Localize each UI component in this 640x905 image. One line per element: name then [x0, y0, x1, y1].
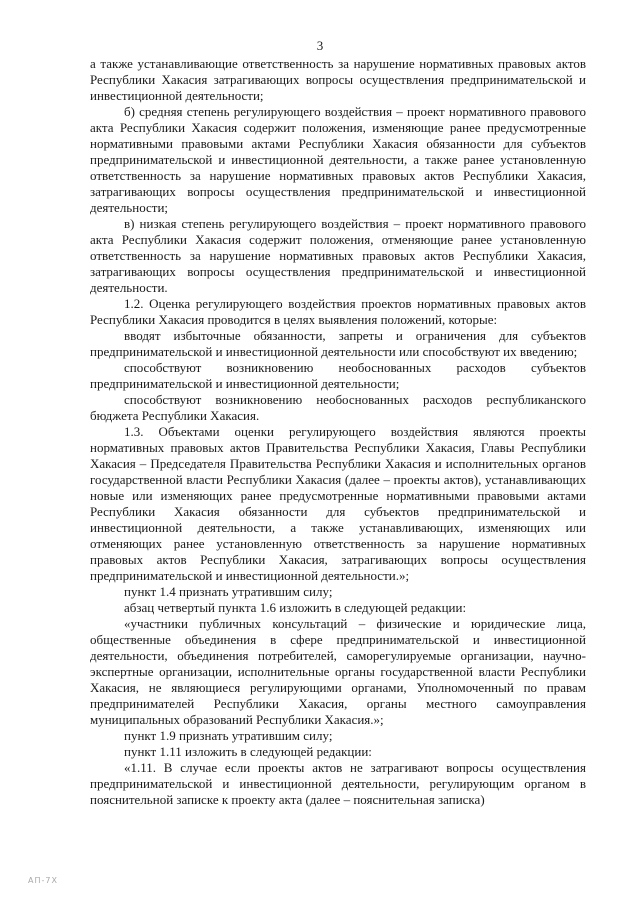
paragraph: «участники публичных консультаций – физические и юридические лица, общественные объединения в сфере предпринимательской и инвестиционной деятельности, объединения потребителей, саморегулируемые организации, научно-экспертные организации, исполнительные органы государственной власти Республики Хакасия, не являющиеся регулирующими органами, Уполномоченный по правам предпринимателей Республики Хакасия, органы местного самоуправления муниципальных образований Республики Хакасия.»;	[90, 616, 586, 727]
paragraph: способствуют возникновению необоснованных расходов республиканского бюджета Республики Хакасия.	[90, 392, 586, 423]
paragraph: а также устанавливающие ответственность за нарушение нормативных правовых актов Республики Хакасия затрагивающих вопросы осуществления предпринимательской и инвестиционной деятельности;	[90, 56, 586, 103]
paragraph: способствуют возникновению необоснованных расходов субъектов предпринимательской и инвестиционной деятельности;	[90, 360, 586, 391]
paragraph: пункт 1.11 изложить в следующей редакции:	[124, 744, 372, 759]
paragraph: абзац четвертый пункта 1.6 изложить в следующей редакции:	[124, 600, 467, 615]
footer-code: АП-7Х	[28, 876, 58, 885]
paragraph: пункт 1.4 признать утратившим силу;	[124, 584, 333, 599]
paragraph: в) низкая степень регулирующего воздействия – проект нормативного правового акта Республики Хакасия содержит положения, отменяющие ранее установленную ответственность за нарушение нормативных правовых актов Республики Хакасия, затрагивающих вопросы осуществления предпринимательской и инвестиционной деятельности.	[90, 216, 586, 295]
document-body	[90, 56, 586, 808]
paragraph: б) средняя степень регулирующего воздействия – проект нормативного правового акта Республики Хакасия содержит положения, изменяющие ранее предусмотренные нормативными правовыми актами Республики Хакасия обязанности для субъектов предпринимательской и инвестиционной деятельности, а также ранее установленную ответственность за нарушение нормативных правовых актов Республики Хакасия, затрагивающих вопросы осуществления предпринимательской и инвестиционной деятельности;	[90, 104, 586, 215]
page-number: 3	[316, 38, 324, 53]
paragraph: вводят избыточные обязанности, запреты и ограничения для субъектов предпринимательской и инвестиционной деятельности или способствуют их введению;	[90, 328, 586, 359]
paragraph: 1.3. Объектами оценки регулирующего воздействия являются проекты нормативных правовых актов Правительства Республики Хакасия, Главы Республики Хакасия – Председателя Правительства Республики Хакасия и исполнительных органов государственной власти Республики Хакасия (далее – проекты актов), устанавливающих новые или изменяющих ранее предусмотренные нормативными правовыми актами Республики Хакасия обязанности для субъектов предпринимательской и инвестиционной деятельности, а также устанавливающих, изменяющих или отменяющих ранее установленную ответственность за нарушение нормативных правовых актов Республики Хакасия, затрагивающих вопросы осуществления предпринимательской и инвестиционной деятельности.»;	[90, 424, 586, 583]
paragraph: пункт 1.9 признать утратившим силу;	[124, 728, 333, 743]
paragraph: «1.11. В случае если проекты актов не затрагивают вопросы осуществления предпринимательской и инвестиционной деятельности, регулирующим органом в пояснительной записке к проекту акта (далее – пояснительная записка)	[90, 760, 586, 807]
paragraph: 1.2. Оценка регулирующего воздействия проектов нормативных правовых актов Республики Хакасия проводится в целях выявления положений, которые:	[90, 296, 586, 327]
